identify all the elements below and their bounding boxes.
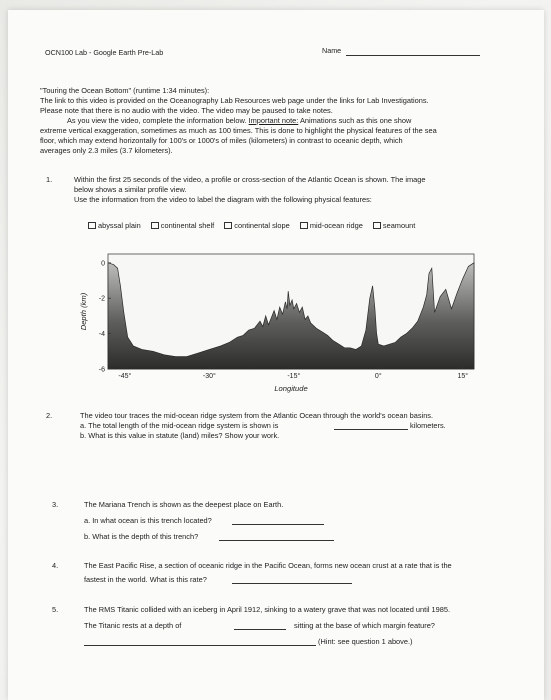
q5-number: 5. [52,605,59,614]
name-field[interactable] [346,55,480,56]
name-label: Name [322,46,342,55]
q4-number: 4. [52,561,59,570]
video-title: "Touring the Ocean Bottom" (runtime 1:34 minutes): [40,86,210,95]
intro-line-5: extreme vertical exaggeration, sometimes as much as 100 times. This is done to highlight the physical features of the sea [40,126,437,135]
q3-a-answer-line[interactable] [232,524,324,525]
q2-b: b. What is this value in statute (land) miles? Show your work. [80,431,280,440]
mid-ocean-ridge-checkbox[interactable] [300,222,308,229]
atlantic-profile-chart [72,238,482,398]
q3-b: b. What is the depth of this trench? [84,532,199,541]
q3-b-answer-line[interactable] [219,540,334,541]
option-mid-ocean-ridge: mid-ocean ridge [309,221,363,230]
y-tick-label: -2 [98,295,105,303]
x-tick-label: -30° [202,373,216,380]
seamount-checkbox[interactable] [373,222,381,229]
q1-line-1: Within the first 25 seconds of the video, a profile or cross-section of the Atlantic Ocean is shown. The image [74,175,426,184]
q5-margin-answer-line[interactable] [84,645,316,646]
y-tick-label: -6 [98,366,105,374]
x-tick-label: -15° [287,373,301,380]
q1-line-3: Use the information from the video to label the diagram with the following physical features: [74,195,372,204]
q3-a: a. In what ocean is this trench located? [84,516,212,525]
q2-text: The video tour traces the mid-ocean ridge system from the Atlantic Ocean through the world's ocean basins. [80,411,434,420]
y-axis-label: Depth (km) [79,292,88,331]
x-axis-label: Longitude [274,384,308,393]
q3-text: The Mariana Trench is shown as the deepest place on Earth. [84,500,284,509]
q1-number: 1. [46,175,53,184]
x-tick-label: 15° [457,373,469,380]
q2-number: 2. [46,411,53,420]
q2-a-answer-line[interactable] [334,429,408,430]
option-abyssal-plain: abyssal plain [98,221,141,230]
feature-options [88,221,415,231]
abyssal-plain-checkbox[interactable] [88,222,96,229]
q5-line-1: The RMS Titanic collided with an iceberg in April 1912, sinking to a watery grave that was not located until 1985. [84,605,451,614]
q3-number: 3. [52,500,59,509]
x-tick-label: -45° [118,373,132,380]
q5-depth-answer-line[interactable] [234,629,286,630]
intro-line-2: Please note that there is no audio with the video. The video may be paused to take notes. [40,106,333,115]
y-tick-label: 0 [101,260,105,268]
option-continental-slope: continental slope [234,221,290,230]
continental-shelf-checkbox[interactable] [151,222,159,229]
intro-line-4: Animations such as this one show [299,116,412,125]
x-tick-label: 0° [374,373,382,380]
q4-line-2: fastest in the world. What is this rate? [84,575,207,584]
q4-answer-line[interactable] [232,583,352,584]
option-seamount: seamount [382,221,416,230]
q5-hint: (Hint: see question 1 above.) [318,637,413,646]
profile-svg [72,238,482,398]
q2-a: a. The total length of the mid-ocean ridge system is shown is [80,421,279,430]
q4-line-1: The East Pacific Rise, a section of oceanic ridge in the Pacific Ocean, forms new ocean crust at a rate that is the [84,561,452,570]
option-continental-shelf: continental shelf [160,221,215,230]
q5-line-2b: sitting at the base of which margin feature? [294,621,435,630]
intro-line-6: floor, which may extend horizontally for 100's or 1000's of miles (kilometers) in contrast to oceanic depth, which [40,136,403,145]
q2-a-unit: kilometers. [410,421,446,430]
intro-line-1: The link to this video is provided on the Oceanography Lab Resources web page under the links for Lab Investigations. [40,96,429,105]
important-note-label: Important note: [248,116,299,125]
course-title: OCN100 Lab - Google Earth Pre-Lab [45,48,164,57]
q5-line-2a: The Titanic rests at a depth of [84,621,182,630]
intro-line-7: averages only 2.3 miles (3.7 kilometers). [40,146,173,155]
continental-slope-checkbox[interactable] [224,222,232,229]
q1-line-2: below shows a similar profile view. [74,185,187,194]
intro-line-3: As you view the video, complete the information below. [67,116,247,125]
y-tick-label: -4 [98,331,105,339]
